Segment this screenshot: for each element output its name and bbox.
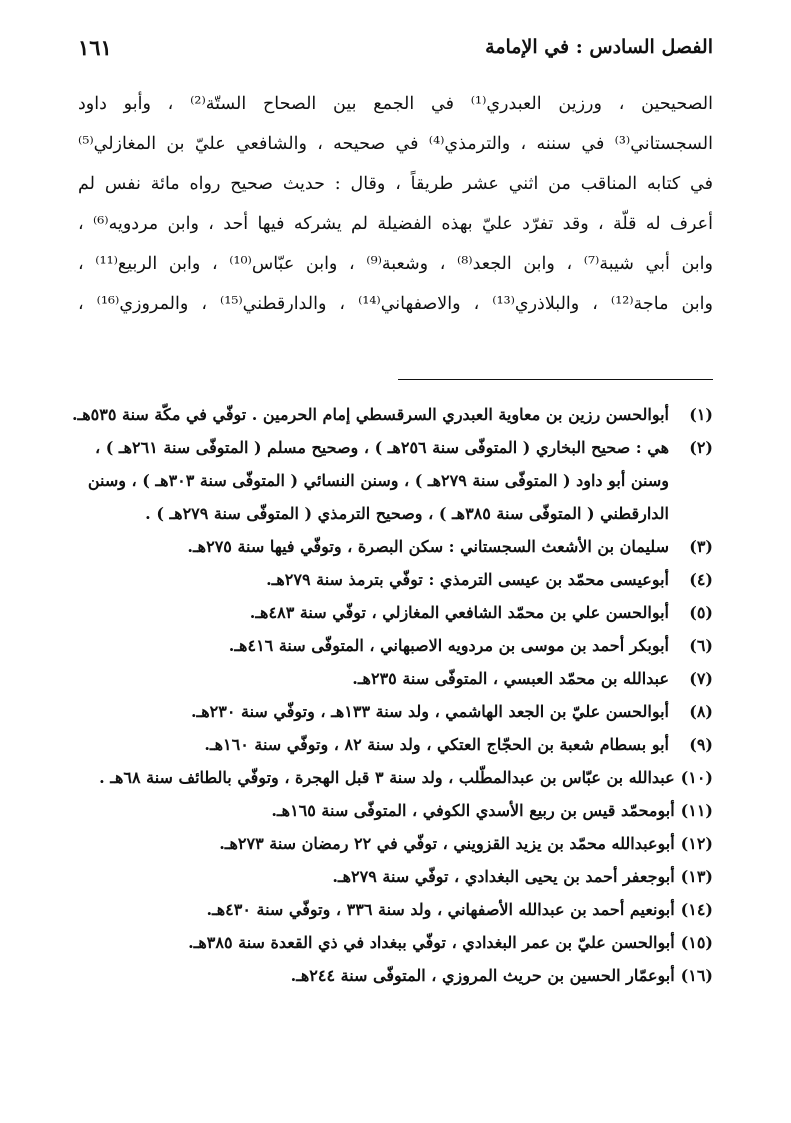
footnote-line: هي : صحيح البخاري ( المتوفّى سنة ٢٥٦هـ ) ، وصحيح مسلم ( المتوفّى سنة ٢٦١هـ ) ، <box>95 438 669 457</box>
footnote-line: أبوالحسن رزين بن معاوية العبدري السرقسطي إمام الحرمين . توفّي في مكّة سنة ٥٣٥هـ. <box>71 405 669 424</box>
body-line: السجستاني⁽³⁾ في سننه ، والترمذي⁽⁴⁾ في صحيحه ، والشافعي عليّ بن المغازلي⁽⁵⁾ <box>78 134 713 154</box>
running-title: الفصل السادس : في الإمامة <box>485 36 713 58</box>
body-line: في كتابه المناقب من اثني عشر طريقاً ، وقال : حديث صحيح رواه مائة نفس لم <box>78 174 713 194</box>
footnote-number: (١١) <box>680 801 713 820</box>
footnote-line: أبوجعفر أحمد بن يحيى البغدادي ، توفّي سنة ٢٧٩هـ. <box>332 867 675 886</box>
footnote <box>78 860 713 893</box>
footnote <box>78 728 713 761</box>
footnote-line: أبوالحسن عليّ بن عمر البغدادي ، توفّي ببغداد في ذي القعدة سنة ٣٨٥هـ. <box>188 933 675 952</box>
footnote-line: سليمان بن الأشعث السجستاني : سكن البصرة ، وتوفّي فيها سنة ٢٧٥هـ. <box>187 537 669 556</box>
footnote-separator <box>398 379 713 380</box>
footnote-text <box>78 860 675 893</box>
footnote-line: أبوعمّار الحسين بن حريث المروزي ، المتوفّى سنة ٢٤٤هـ. <box>290 966 675 985</box>
footnote-number: (٤) <box>689 570 713 589</box>
footnote-number: (١٦) <box>680 966 713 985</box>
footnote <box>78 596 713 629</box>
footnotes <box>71 398 713 992</box>
footnote-line: وسنن أبو داود ( المتوفّى سنة ٢٧٩هـ ) ، وسنن النسائي ( المتوفّى سنة ٣٠٣هـ ) ، وسنن <box>87 471 669 490</box>
footnote-number: (١٥) <box>680 933 713 952</box>
footnote <box>78 629 713 662</box>
footnote <box>78 794 713 827</box>
footnote-text <box>78 629 669 662</box>
footnote-text <box>78 959 675 992</box>
footnote <box>71 398 713 431</box>
body-line: وابن أبي شيبة⁽⁷⁾ ، وابن الجعد⁽⁸⁾ ، وشعبة⁽⁹⁾ ، وابن عبّاس⁽¹⁰⁾ ، وابن الربيع⁽¹¹⁾ ، <box>78 254 713 274</box>
footnote-number: (١٢) <box>680 834 713 853</box>
footnote-line: أبوالحسن علي بن محمّد الشافعي المغازلي ، توفّي سنة ٤٨٣هـ. <box>249 603 669 622</box>
footnote-text <box>78 794 675 827</box>
footnote-text <box>78 926 675 959</box>
footnote-line: الدارقطني ( المتوفّى سنة ٣٨٥هـ ) ، وصحيح الترمذي ( المتوفّى سنة ٢٧٩هـ ) . <box>145 504 669 523</box>
footnote <box>78 893 713 926</box>
footnote-text <box>78 827 675 860</box>
footnote-line: أبوالحسن عليّ بن الجعد الهاشمي ، ولد سنة ١٣٣هـ ، وتوفّي سنة ٢٣٠هـ. <box>190 702 669 721</box>
footnote-line: أبو بسطام شعبة بن الحجّاج العتكي ، ولد سنة ٨٢ ، وتوفّي سنة ١٦٠هـ. <box>204 735 669 754</box>
footnote-number: (٩) <box>689 735 713 754</box>
footnote-number: (١٠) <box>680 768 713 787</box>
footnote-number: (٧) <box>689 669 713 688</box>
footnote <box>78 662 713 695</box>
footnote-number: (٨) <box>689 702 713 721</box>
footnote <box>78 959 713 992</box>
footnote-text <box>78 563 669 596</box>
footnote-text <box>78 761 675 794</box>
footnote-line: أبوعيسى محمّد بن عيسى الترمذي : توفّي بترمذ سنة ٢٧٩هـ. <box>266 570 669 589</box>
footnote <box>78 761 713 794</box>
page-number: ١٦١ <box>78 34 112 60</box>
footnote-text <box>78 695 669 728</box>
footnote <box>78 695 713 728</box>
body-line: وابن ماجة⁽¹²⁾ ، والبلاذري⁽¹³⁾ ، والاصفهاني⁽¹⁴⁾ ، والدارقطني⁽¹⁵⁾ ، والمروزي⁽¹⁶⁾ ، <box>78 294 713 314</box>
footnote-number: (٥) <box>689 603 713 622</box>
footnote-text <box>78 893 675 926</box>
footnote-number: (١) <box>689 405 713 424</box>
main-text <box>78 84 713 324</box>
footnote-line: أبومحمّد قيس بن ربيع الأسدي الكوفي ، المتوفّى سنة ١٦٥هـ. <box>271 801 675 820</box>
footnote-number: (٣) <box>689 537 713 556</box>
footnote <box>78 431 713 530</box>
footnote-text <box>78 530 669 563</box>
footnote-text <box>78 596 669 629</box>
footnote-line: أبونعيم أحمد بن عبدالله الأصفهاني ، ولد سنة ٣٣٦ ، وتوفّي سنة ٤٣٠هـ. <box>206 900 675 919</box>
footnote-number: (٦) <box>689 636 713 655</box>
footnote <box>78 926 713 959</box>
footnote-line: أبوبكر أحمد بن موسى بن مردويه الاصبهاني ، المتوفّى سنة ٤١٦هـ. <box>228 636 669 655</box>
footnote-text <box>72 398 669 431</box>
footnote <box>78 563 713 596</box>
footnote <box>78 827 713 860</box>
footnote-number: (١٤) <box>680 900 713 919</box>
footnote <box>78 530 713 563</box>
page-header <box>78 30 713 64</box>
footnote-line: عبدالله بن محمّد العبسي ، المتوفّى سنة ٢٣٥هـ. <box>352 669 669 688</box>
body-line: أعرف له قلّة ، وقد تفرّد عليّ بهذه الفضيلة لم يشركه فيها أحد ، وابن مردويه⁽⁶⁾ ، <box>78 214 713 234</box>
footnote-text <box>78 431 669 530</box>
body-line: الصحيحين ، ورزين العبدري⁽¹⁾ في الجمع بين الصحاح الستّة⁽²⁾ ، وأبو داود <box>78 94 713 114</box>
footnote-number: (٢) <box>689 438 713 457</box>
footnote-line: عبدالله بن عبّاس بن عبدالمطّلب ، ولد سنة ٣ قبل الهجرة ، وتوفّي بالطائف سنة ٦٨هـ . <box>99 768 675 787</box>
footnote-line: أبوعبدالله محمّد بن يزيد القزويني ، توفّي في ٢٢ رمضان سنة ٢٧٣هـ. <box>219 834 675 853</box>
footnote-text <box>78 662 669 695</box>
footnote-text <box>78 728 669 761</box>
footnote-number: (١٣) <box>680 867 713 886</box>
